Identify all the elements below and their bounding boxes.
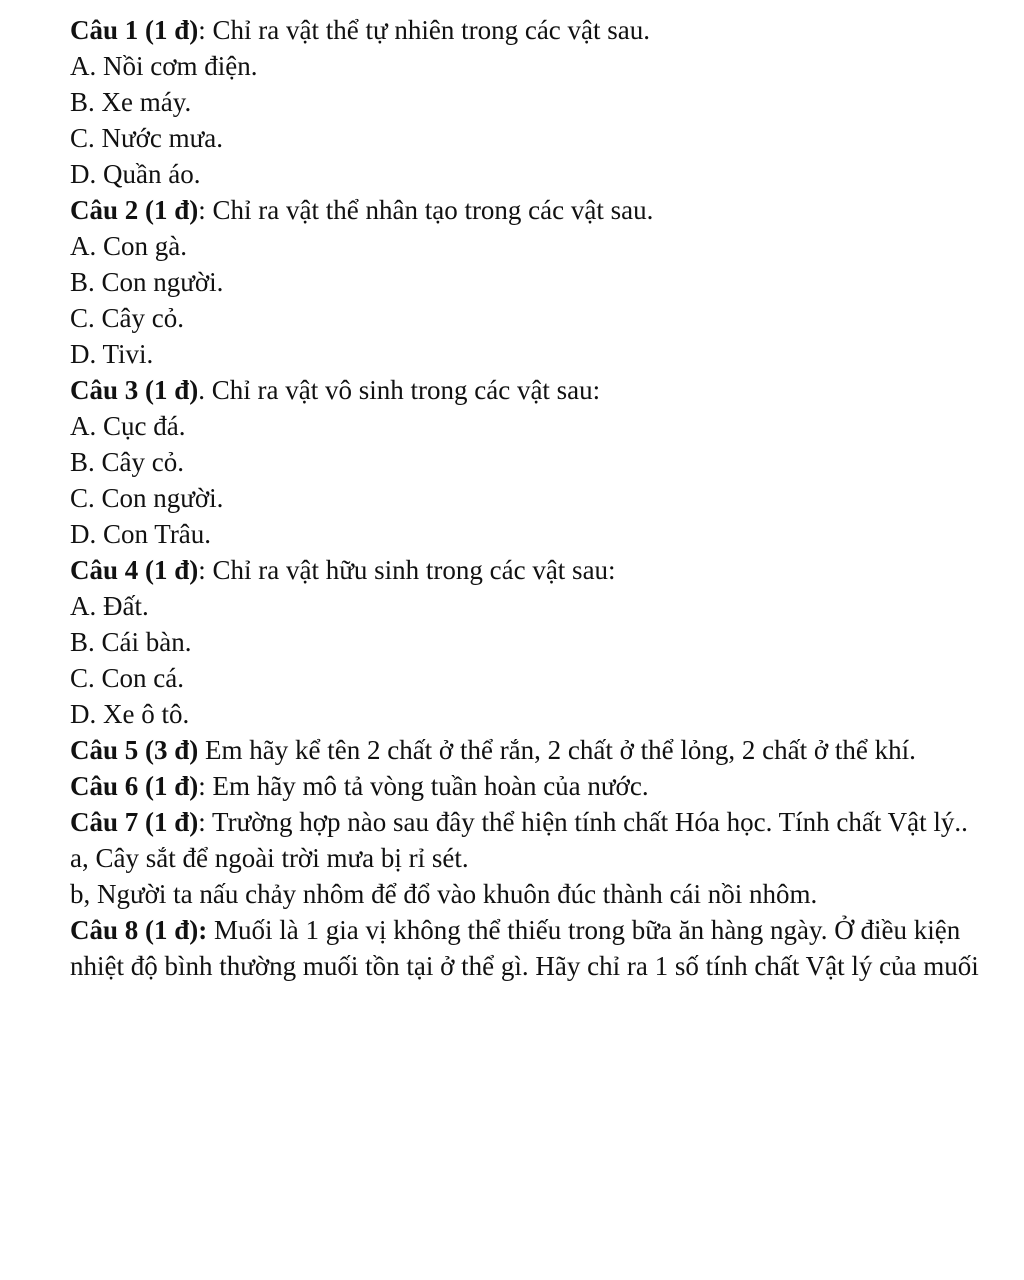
question-label: Câu 7 (1 đ): [70, 807, 199, 837]
answer-option: B. Con người.: [70, 267, 224, 297]
question-3: [70, 372, 1000, 408]
question-5: [70, 732, 1000, 768]
answer-option: A. Đất.: [70, 591, 149, 621]
question-label: Câu 2 (1 đ): [70, 195, 199, 225]
answer-option: B. Cây cỏ.: [70, 447, 184, 477]
question-8: [70, 912, 1000, 984]
question-7: [70, 804, 1000, 840]
question-text: : Em hãy mô tả vòng tuần hoàn của nước.: [198, 771, 649, 801]
question-text: : Chỉ ra vật thể tự nhiên trong các vật sau.: [198, 15, 651, 45]
answer-option: C. Con cá.: [70, 663, 184, 693]
answer-option: D. Con Trâu.: [70, 519, 212, 549]
question-text: Em hãy kể tên 2 chất ở thể rắn, 2 chất ở thể lỏng, 2 chất ở thể khí.: [198, 735, 916, 765]
answer-option: b, Người ta nấu chảy nhôm để đổ vào khuôn đúc thành cái nồi nhôm.: [70, 879, 818, 909]
answer-option: a, Cây sắt để ngoài trời mưa bị rỉ sét.: [70, 843, 469, 873]
answer-option: D. Tivi.: [70, 339, 154, 369]
question-label: Câu 5 (3 đ): [70, 735, 199, 765]
answer-option: C. Con người.: [70, 483, 224, 513]
question-2: [70, 192, 1000, 228]
answer-option: B. Xe máy.: [70, 87, 192, 117]
answer-option: A. Cục đá.: [70, 411, 186, 441]
answer-option: D. Xe ô tô.: [70, 699, 190, 729]
question-6: [70, 768, 1000, 804]
question-label: Câu 6 (1 đ): [70, 771, 199, 801]
answer-option: A. Con gà.: [70, 231, 187, 261]
question-label: Câu 1 (1 đ): [70, 15, 199, 45]
question-4: [70, 552, 1000, 588]
question-label: Câu 8 (1 đ):: [70, 915, 208, 945]
answer-option: A. Nồi cơm điện.: [70, 51, 258, 81]
question-label: Câu 3 (1 đ): [70, 375, 199, 405]
question-label: Câu 4 (1 đ): [70, 555, 199, 585]
question-text: Muối là 1 gia vị không thể thiếu trong bữa ăn hàng ngày. Ở điều kiện nhiệt độ bình thường muối tồn tại ở thể gì. Hãy chỉ ra 1 số tính chất Vật lý của muối: [70, 915, 979, 981]
question-text: . Chỉ ra vật vô sinh trong các vật sau:: [198, 375, 601, 405]
answer-option: B. Cái bàn.: [70, 627, 192, 657]
question-text: : Chỉ ra vật hữu sinh trong các vật sau:: [198, 555, 616, 585]
question-text: : Trường hợp nào sau đây thể hiện tính chất Hóa học. Tính chất Vật lý..: [198, 807, 968, 837]
document: [70, 12, 1000, 984]
answer-option: C. Nước mưa.: [70, 123, 224, 153]
answer-option: D. Quần áo.: [70, 159, 201, 189]
question-1: [70, 12, 1000, 48]
question-text: : Chỉ ra vật thể nhân tạo trong các vật sau.: [198, 195, 654, 225]
answer-option: C. Cây cỏ.: [70, 303, 184, 333]
